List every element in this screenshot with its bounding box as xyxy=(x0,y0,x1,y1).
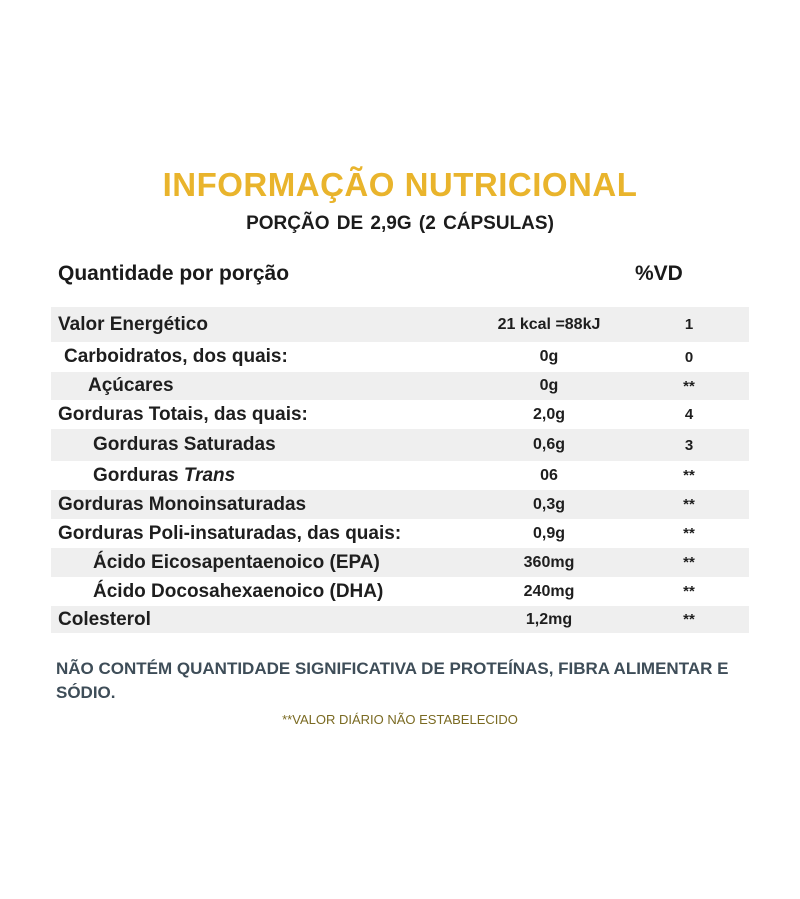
table-row xyxy=(51,372,749,400)
daily-value-footnote: **VALOR DIÁRIO NÃO ESTABELECIDO xyxy=(282,712,518,727)
nutrient-name: Açúcares xyxy=(88,375,174,396)
nutrient-quantity: 240mg xyxy=(523,582,575,600)
nutrient-quantity: 21 kcal =88kJ xyxy=(497,315,601,333)
nutrient-vd: ** xyxy=(683,496,695,513)
nutrient-quantity: 2,0g xyxy=(532,405,565,423)
nutrient-quantity: 0g xyxy=(539,377,559,394)
nutrient-name: Colesterol xyxy=(58,608,151,630)
nutrient-quantity: 0g xyxy=(539,348,559,365)
table-row xyxy=(51,606,749,633)
nutrient-name: Gorduras Saturadas xyxy=(93,434,276,455)
nutrient-name: Ácido Docosahexaenoico (DHA) xyxy=(93,580,384,602)
table-row xyxy=(51,400,749,429)
nutrient-name: Gorduras Poli-insaturadas, das quais: xyxy=(58,522,402,544)
nutrient-vd: ** xyxy=(683,467,695,484)
table-row xyxy=(51,577,749,606)
nutrient-quantity: 0,6g xyxy=(532,436,565,453)
nutrient-vd: ** xyxy=(683,611,695,628)
nutrient-quantity: 0,9g xyxy=(532,524,565,542)
nutrient-name: Valor Energético xyxy=(58,313,208,335)
nutrient-vd: ** xyxy=(683,583,695,600)
nutrient-vd: 4 xyxy=(684,406,694,423)
nutrient-vd: 0 xyxy=(684,348,694,366)
table-row xyxy=(51,429,749,461)
table-row xyxy=(51,548,749,577)
nutrient-name-prefix: Gorduras xyxy=(93,464,184,486)
table-header xyxy=(56,262,750,292)
nutrient-vd: ** xyxy=(683,525,695,542)
nutrient-quantity: 0,3g xyxy=(532,495,565,513)
nutrient-name-italic: Trans xyxy=(183,464,236,486)
table-row xyxy=(51,461,749,490)
nutrient-vd: 1 xyxy=(684,316,694,333)
nutrition-table xyxy=(51,307,749,633)
serving-size: PORÇÃO DE 2,9G (2 CÁPSULAS) xyxy=(246,213,554,234)
nutrient-quantity: 1,2mg xyxy=(525,610,573,628)
page-title: INFORMAÇÃO NUTRICIONAL xyxy=(162,166,638,203)
quantity-header: Quantidade por porção xyxy=(58,262,290,285)
vd-header: %VD xyxy=(635,262,683,285)
table-row xyxy=(51,519,749,548)
nutrient-vd: ** xyxy=(683,554,695,571)
nutrient-quantity: 360mg xyxy=(523,553,575,571)
nutrient-vd: 3 xyxy=(684,436,694,454)
table-row xyxy=(51,342,749,372)
table-row xyxy=(51,307,749,342)
table-row xyxy=(51,490,749,519)
nutrient-name xyxy=(51,465,469,487)
nutrient-name: Gorduras Monoinsaturadas xyxy=(58,493,307,515)
nutrient-quantity: 06 xyxy=(540,466,558,484)
nutrient-name: Ácido Eicosapentaenoico (EPA) xyxy=(93,551,380,573)
disclaimer-note: NÃO CONTÉM QUANTIDADE SIGNIFICATIVA DE PROTEÍNAS, FIBRA ALIMENTAR E SÓDIO. xyxy=(56,659,729,702)
nutrient-name: Gorduras Totais, das quais: xyxy=(58,403,308,425)
nutrient-vd: ** xyxy=(683,377,695,395)
nutrient-name: Carboidratos, dos quais: xyxy=(64,346,288,367)
